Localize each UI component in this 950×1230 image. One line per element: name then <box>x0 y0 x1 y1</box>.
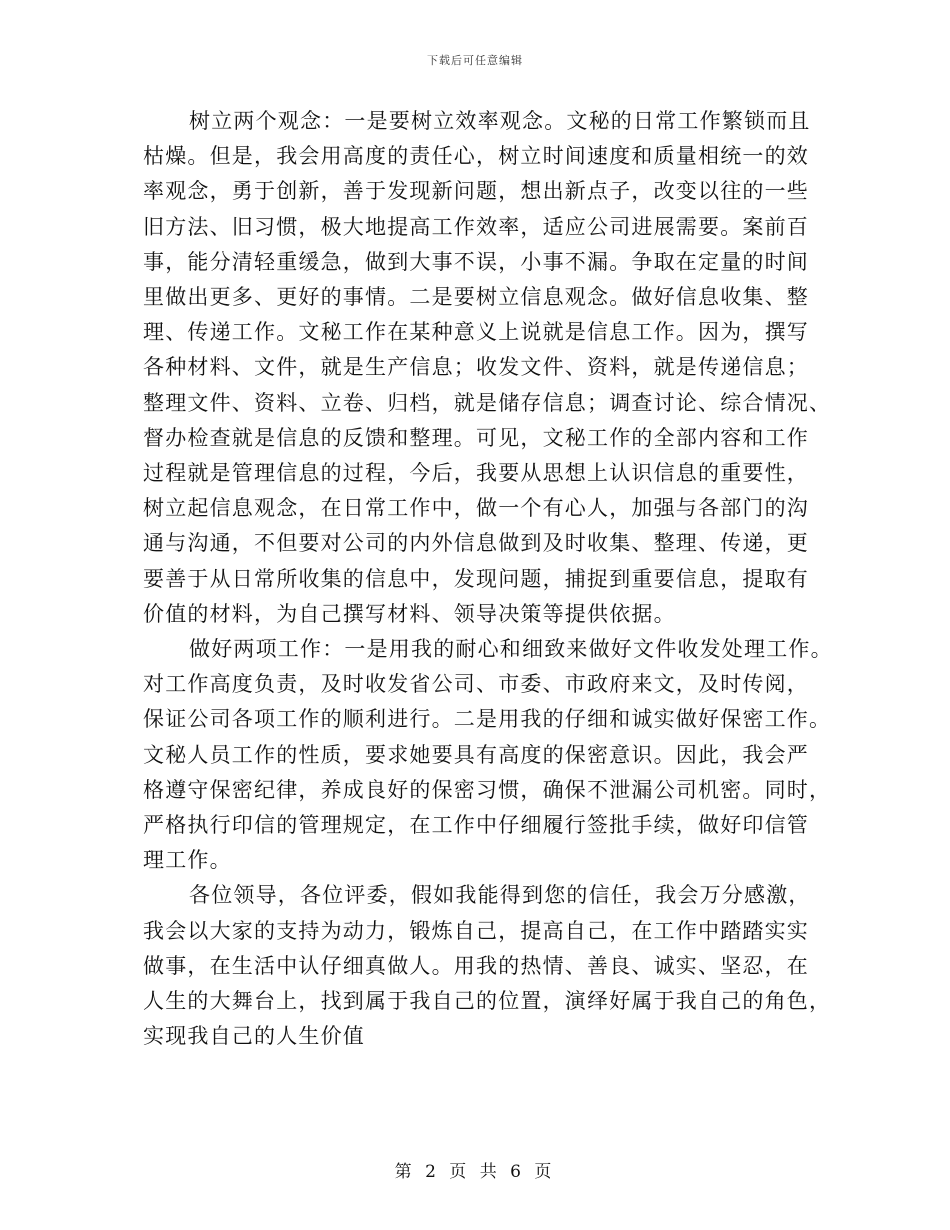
paragraph-line: 我会以大家的支持为动力，锻炼自己，提高自己，在工作中踏踏实实 <box>143 918 809 943</box>
paragraph-line: 旧方法、旧习惯，极大地提高工作效率，适应公司进展需要。案前百 <box>143 214 809 239</box>
document-body <box>143 104 833 1054</box>
paragraph-closing <box>143 878 832 1054</box>
paragraph-line: 理工作。 <box>143 848 232 873</box>
paragraph-line: 对工作高度负责，及时收发省公司、市委、市政府来文，及时传阅， <box>143 672 809 697</box>
paragraph-line: 通与沟通，不但要对公司的内外信息做到及时收集、整理、传递，更 <box>143 531 809 556</box>
paragraph-line: 理、传递工作。文秘工作在某种意义上说就是信息工作。因为，撰写 <box>143 320 809 345</box>
paragraph-line: 保证公司各项工作的顺利进行。二是用我的仔细和诚实做好保密工作。 <box>143 707 832 732</box>
paragraph-two-tasks <box>143 632 833 878</box>
paragraph-line: 文秘人员工作的性质，要求她要具有高度的保密意识。因此，我会严 <box>143 742 809 767</box>
paragraph-line: 督办检查就是信息的反馈和整理。可见，文秘工作的全部内容和工作 <box>143 425 809 450</box>
paragraph-line: 实现我自己的人生价值 <box>143 1024 365 1049</box>
paragraph-line: 价值的材料，为自己撰写材料、领导决策等提供依据。 <box>143 601 676 626</box>
page-header: 下载后可任意编辑 <box>427 54 523 67</box>
paragraph-line: 整理文件、资料、立卷、归档，就是储存信息；调查讨论、综合情况、 <box>143 390 832 415</box>
paragraph-line: 做事，在生活中认仔细真做人。用我的热情、善良、诚实、坚忍，在 <box>143 953 809 978</box>
paragraph-line: 要善于从日常所收集的信息中，发现问题，捕捉到重要信息，提取有 <box>143 566 809 591</box>
paragraph-line: 严格执行印信的管理规定，在工作中仔细履行签批手续，做好印信管 <box>143 813 809 838</box>
paragraph-line: 树立起信息观念，在日常工作中，做一个有心人，加强与各部门的沟 <box>143 496 809 521</box>
paragraph-line: 做好两项工作：一是用我的耐心和细致来做好文件收发处理工作。 <box>189 637 833 662</box>
paragraph-line: 各种材料、文件，就是生产信息；收发文件、资料，就是传递信息； <box>143 355 809 380</box>
paragraph-line: 率观念，勇于创新，善于发现新问题，想出新点子，改变以往的一些 <box>143 179 809 204</box>
paragraph-line: 各位领导，各位评委，假如我能得到您的信任，我会万分感激， <box>189 883 811 908</box>
paragraph-line: 事，能分清轻重缓急，做到大事不误，小事不漏。争取在定量的时间 <box>143 249 809 274</box>
paragraph-line: 格遵守保密纪律，养成良好的保密习惯，确保不泄漏公司机密。同时， <box>143 777 832 802</box>
paragraph-line: 枯燥。但是，我会用高度的责任心，树立时间速度和质量相统一的效 <box>143 144 809 169</box>
paragraph-line: 里做出更多、更好的事情。二是要树立信息观念。做好信息收集、整 <box>143 285 809 310</box>
paragraph-line: 过程就是管理信息的过程，今后，我要从思想上认识信息的重要性， <box>143 461 809 486</box>
paragraph-two-concepts <box>143 104 832 632</box>
paragraph-line: 树立两个观念：一是要树立效率观念。文秘的日常工作繁锁而且 <box>189 109 811 133</box>
paragraph-line: 人生的大舞台上，找到属于我自己的位置，演绎好属于我自己的角色， <box>143 989 832 1014</box>
page-number-footer: 第 2 页 共 6 页 <box>394 1162 556 1182</box>
